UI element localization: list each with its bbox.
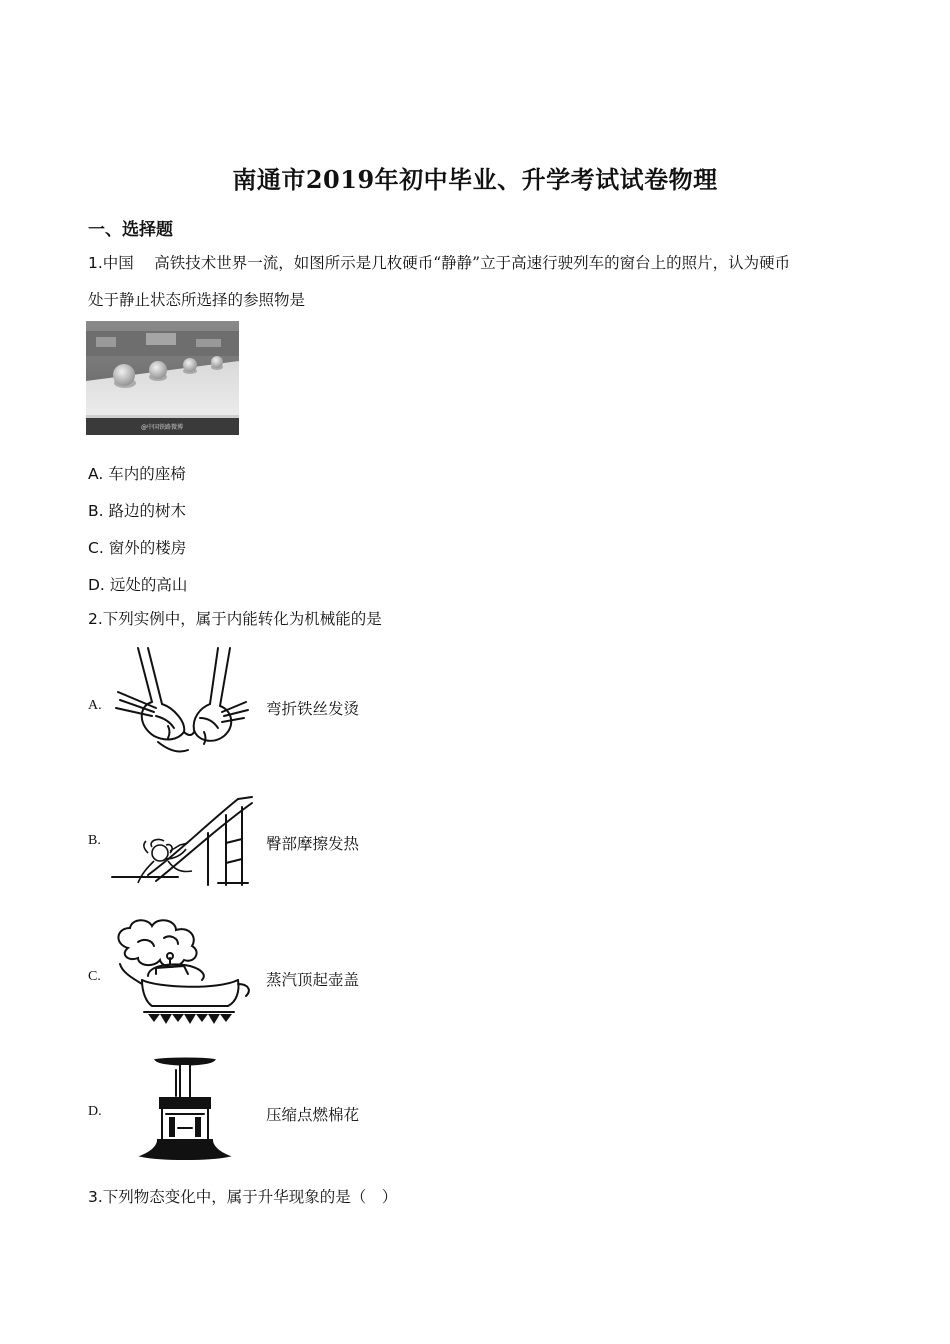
- question-2: [88, 609, 382, 629]
- question-1-option-a[interactable]: A. 车内的座椅: [88, 465, 186, 483]
- question-3-number: 3.: [88, 1188, 103, 1206]
- question-1-line-2: 处于静止状态所选择的参照物是: [88, 291, 306, 309]
- question-2-option-b-letter[interactable]: B.: [88, 833, 101, 848]
- question-1-option-d[interactable]: D. 远处的高山: [88, 576, 188, 594]
- question-2-option-a-letter[interactable]: A.: [88, 698, 102, 713]
- question-1-text: 中国 高铁技术世界一流，如图所示是几枚硬币“静静”立于高速行驶列车的窗台上的照片，认为硬币: [102, 254, 791, 272]
- coin: [113, 364, 135, 386]
- question-1-line-1: [88, 253, 790, 273]
- question-2-option-d-text: 压缩点燃棉花: [266, 1106, 360, 1124]
- question-2-option-b-text: 臀部摩擦发热: [266, 835, 360, 853]
- coin: [149, 361, 167, 379]
- question-2-option-c-text: 蒸汽顶起壶盖: [266, 971, 360, 989]
- coin: [211, 356, 223, 368]
- coins-on-windowsill-photo: [86, 321, 239, 435]
- question-1-option-c[interactable]: C. 窗外的楼房: [88, 539, 187, 557]
- question-2-number: 2.: [88, 610, 103, 628]
- coin: [183, 358, 197, 372]
- question-1-number: 1.: [88, 254, 103, 272]
- question-1-option-b[interactable]: B. 路边的树木: [88, 502, 187, 520]
- kettle-steam-illustration: [108, 918, 256, 1030]
- question-2-option-a-text: 弯折铁丝发烫: [266, 700, 360, 718]
- bending-wire-illustration: [108, 646, 256, 758]
- question-2-text: 下列实例中，属于内能转化为机械能的是: [102, 610, 382, 628]
- question-3: [88, 1187, 397, 1207]
- section-heading: 一、选择题: [88, 220, 173, 240]
- question-3-text: 下列物态变化中，属于升华现象的是（ ）: [102, 1188, 398, 1206]
- slide-illustration: [108, 793, 256, 893]
- piston-cylinder-illustration: [108, 1056, 256, 1166]
- question-2-option-c-letter[interactable]: C.: [88, 969, 101, 984]
- photo-watermark: @中国铁路微博: [140, 424, 184, 431]
- page-title: 南通市2019年初中毕业、升学考试试卷物理: [232, 165, 718, 194]
- question-2-option-d-letter[interactable]: D.: [88, 1104, 102, 1119]
